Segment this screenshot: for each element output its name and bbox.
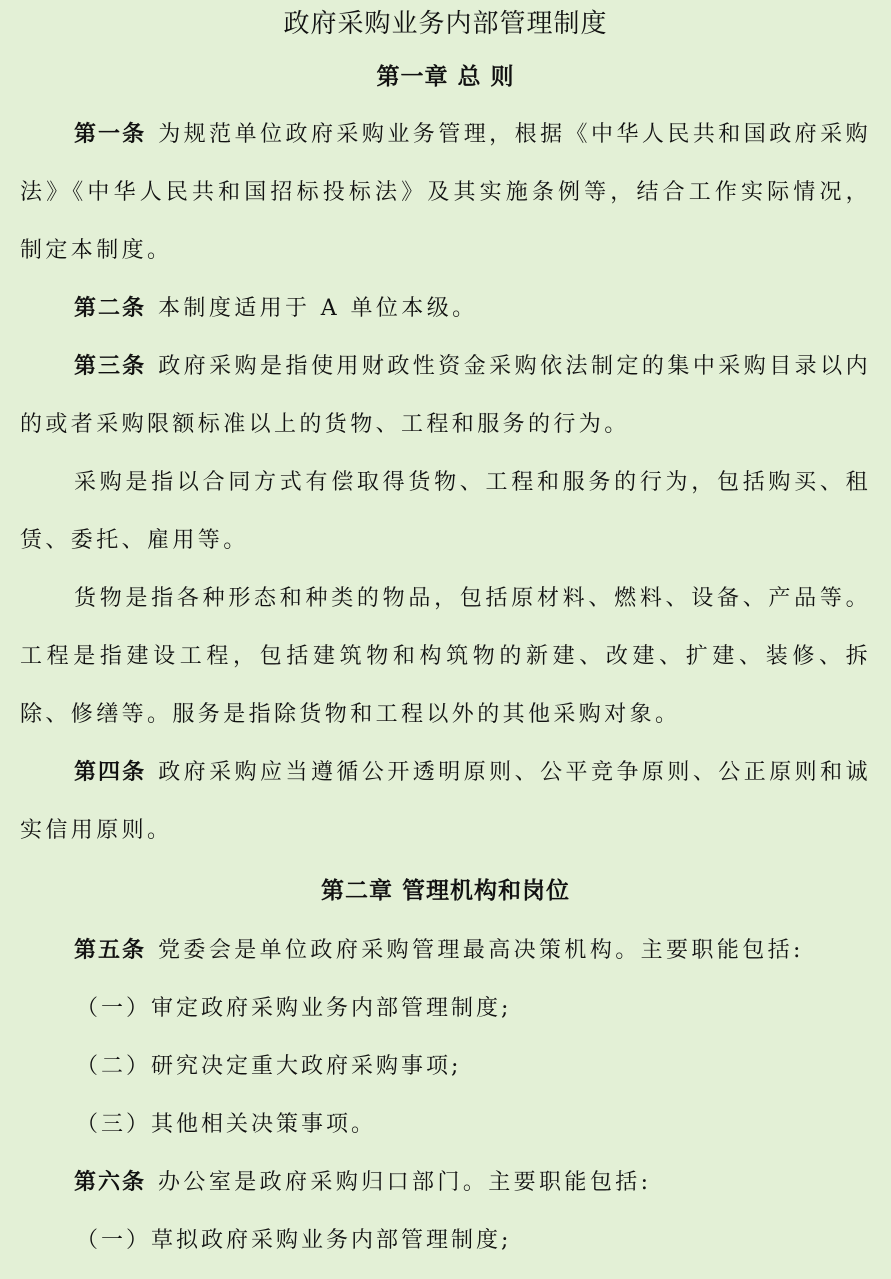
article-4 — [20, 744, 871, 860]
article-2-label: 第二条 — [74, 296, 147, 321]
document-title: 政府采购业务内部管理制度 — [283, 9, 608, 39]
article-6-item-1: （一）草拟政府采购业务内部管理制度; — [76, 1228, 512, 1253]
article-6-text: 办公室是政府采购归口部门。主要职能包括: — [158, 1170, 652, 1195]
article-5-item-2: （二）研究决定重大政府采购事项; — [76, 1054, 462, 1079]
article-5-item-1: （一）审定政府采购业务内部管理制度; — [76, 996, 512, 1021]
paragraph-goods-definition: 货物是指各种形态和种类的物品，包括原材料、燃料、设备、产品等。工程是指建设工程，包括建筑物和构筑物的新建、改建、扩建、装修、拆除、修缮等。服务是指除货物和工程以外的其他采购对象。 — [20, 586, 871, 727]
article-5-label: 第五条 — [74, 938, 147, 963]
chapter-1-heading: 第一章 总 则 — [376, 64, 515, 90]
article-6-label: 第六条 — [74, 1170, 147, 1195]
article-1-label: 第一条 — [74, 122, 147, 147]
article-3-text: 政府采购是指使用财政性资金采购依法制定的集中采购目录以内的或者采购限额标准以上的货物、工程和服务的行为。 — [20, 354, 871, 437]
paragraph-procurement-definition: 采购是指以合同方式有偿取得货物、工程和服务的行为，包括购买、租赁、委托、雇用等。 — [20, 470, 871, 553]
article-2 — [20, 280, 871, 338]
article-2-text: 本制度适用于 A 单位本级。 — [158, 296, 478, 321]
chapter-2-heading: 第二章 管理机构和岗位 — [320, 878, 570, 904]
article-5 — [20, 922, 871, 980]
article-3-label: 第三条 — [74, 354, 147, 379]
article-4-text: 政府采购应当遵循公开透明原则、公平竞争原则、公正原则和诚实信用原则。 — [20, 760, 871, 843]
article-5-text: 党委会是单位政府采购管理最高决策机构。主要职能包括: — [158, 938, 804, 963]
article-1 — [20, 106, 871, 280]
article-4-label: 第四条 — [74, 760, 147, 785]
article-3 — [20, 338, 871, 454]
article-6 — [20, 1154, 871, 1212]
article-5-item-3: （三）其他相关决策事项。 — [76, 1112, 377, 1137]
article-1-text: 为规范单位政府采购业务管理，根据《中华人民共和国政府采购法》《中华人民共和国招标投标法》及其实施条例等，结合工作实际情况，制定本制度。 — [20, 122, 871, 263]
